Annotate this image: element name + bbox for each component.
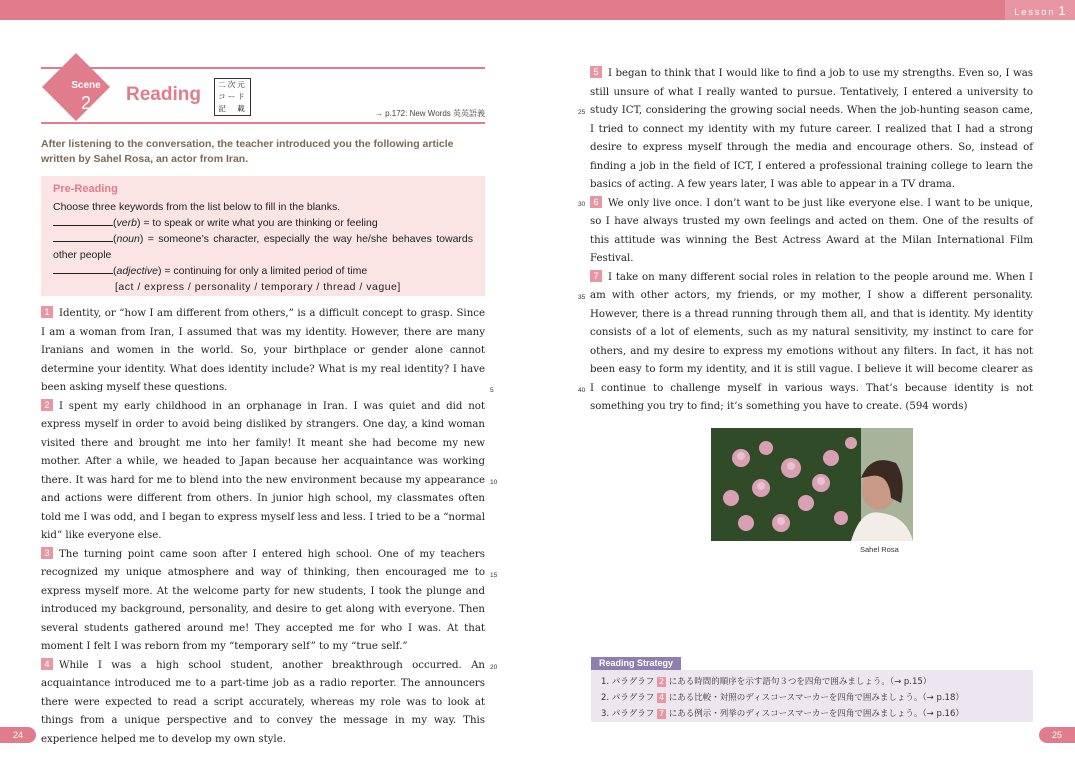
line-number: 25 [578,109,586,116]
pre-reading-body [53,199,473,295]
pre-reading-box [41,176,485,296]
intro-text: After listening to the conversation, the teacher introduced you the following article written by Sahel Rosa, an actor from Iran. [41,138,454,165]
pre-reading-title: Pre-Reading [53,183,118,195]
paragraph-number: 3 [41,547,53,559]
line-number: 30 [578,201,586,208]
top-rule [41,67,485,69]
pre-reading-item: (noun) = someone’s character, especially the way he/she behaves towards other people [53,233,473,261]
strategy-item: 1. パラグラフ 2 にある時間的順序を示す語句３つを四角で囲みましょう。（→ p.15） [601,677,932,687]
blank-field[interactable] [53,231,113,242]
line-number: 10 [490,479,498,486]
paragraph: 5 I began to think that I would like to find a job to use my strengths. Even so, I was still unsure of what I really wanted to pursue. Tentatively, I entered a university to study ICT, considering the growing social needs. When the job-hunting season came, I tried to connect my identity with my future career. I realized that I had a strong desire to express myself through the media and encourage others. So, instead of finding a job in the field of ICT, I entered a professional training college to learn the basics of acting. A few years later, I was able to appear in a TV drama. [590,67,1033,190]
right-column [590,65,1033,417]
paragraph-number: 2 [41,399,53,411]
scene-number: 2 [80,93,91,113]
reading-strategy-box [591,670,1033,722]
top-bar [0,0,1075,20]
paragraph-number: 5 [590,66,602,78]
line-number: 15 [490,572,498,579]
paragraph: 2 I spent my early childhood in an orphanage in Iran. I was quiet and did not express myself in order to avoid being disliked by strangers. One day, a kind woman visited there and brought me into her family! It meant she had become my new mother. After a while, we headed to Japan because her acquaintance was working there. It was hard for me to blend into the new environment because my appearance and actions were different from others. In junior high school, my classmates often told me I was odd, and I began to express myself less and less. I tried to be a “normal kid” like everyone else. [41,399,485,541]
paragraph-number: 1 [41,306,53,318]
paragraph-number: 4 [41,658,53,670]
line-number: 5 [490,387,494,394]
reading-strategy-tag: Reading Strategy [591,657,681,670]
paragraph-number: 7 [590,270,602,282]
word-list: [act / express / personality / temporary / thread / vague] [115,281,401,293]
paragraph: 1 Identity, or “how I am different from others,” is a difficult concept to grasp. Since I am a woman from Iran, I assumed that was my identity. However, there are many Iranians and women in the world. So, your birthplace or gender alone cannot determine your identity. What does identity include? What is my real identity? I have been asking myself these questions. [41,307,485,393]
page-number-right: 25 [1039,727,1075,743]
scene-label: Scene [71,80,101,91]
blank-field[interactable] [53,263,113,274]
blank-field[interactable] [53,215,113,226]
qr-code-label: 二次元 コード 記 載 [214,78,251,116]
line-number: 35 [578,294,586,301]
line-number: 40 [578,387,586,394]
photo-caption: Sahel Rosa [860,545,899,554]
bottom-rule [41,122,485,124]
paragraph: 6 We only live once. I don’t want to be just like everyone else. I want to be unique, so I have always trusted my own feelings and acted on them. One of the results of this attitude was winning the Best Actress Award at the Milan International Film Festival. [590,196,1033,264]
line-number: 20 [490,664,498,671]
pre-reading-item: (verb) = to speak or write what you are thinking or feeling [53,215,473,231]
paragraph: 4 While I was a high school student, another breakthrough occurred. An acquaintance introduced me to a part-time job as a radio reporter. The announcers there were expected to read a script accurately, whereas my role was to look at things from a unique perspective and to convey the message in my way. This experience helped me to develop my own style. [41,658,485,745]
paragraph: 7 I take on many different social roles in relation to the people around me. When I am with other actors, my friends, or my mother, I show a different personality. However, there is a thread running through them all, and that is identity. My identity consists of a lot of elements, such as my natural sensitivity, my instinct to care for others, and my desire to express my emotions without any filters. In fact, it has not been easy to form my identity, and it is still vague. I believe it will become clearer as I continue to challenge myself in various ways. That’s because identity is not something you try to find; it’s something you have to create. (594 words) [590,270,1033,412]
page-number-left: 24 [0,727,36,743]
new-words-link[interactable]: → p.172: New Words 英英語義 [374,109,485,118]
strategy-item: 3. パラグラフ 7 にある例示・列挙のディスコースマーカーを四角で囲みましょう。（→ p.16） [601,709,964,719]
lesson-label: Lesson 1 [1005,0,1075,20]
pre-reading-instruction: Choose three keywords from the list below to fill in the blanks. [53,201,341,213]
paragraph: 3 The turning point came soon after I entered high school. One of my teachers recognized my unique atmosphere and way of thinking, then encouraged me to express myself more. At the welcome party for new students, I took the plunge and introduced my background, personality, and desire to get along with everyone. Then several students gathered around me! They accepted me for who I was. At that moment I felt I was reborn from my “temporary self” to my “true self.” [41,547,485,652]
left-column [41,305,485,749]
page-title: Reading [126,84,201,105]
strategy-item: 2. パラグラフ 4 にある比較・対照のディスコースマーカーを四角で囲みましょう。（→ p.18） [601,693,964,703]
sahel-rosa-photo [711,428,913,541]
paragraph-number: 6 [590,196,602,208]
pre-reading-item: (adjective) = continuing for only a limited period of time [53,263,473,279]
